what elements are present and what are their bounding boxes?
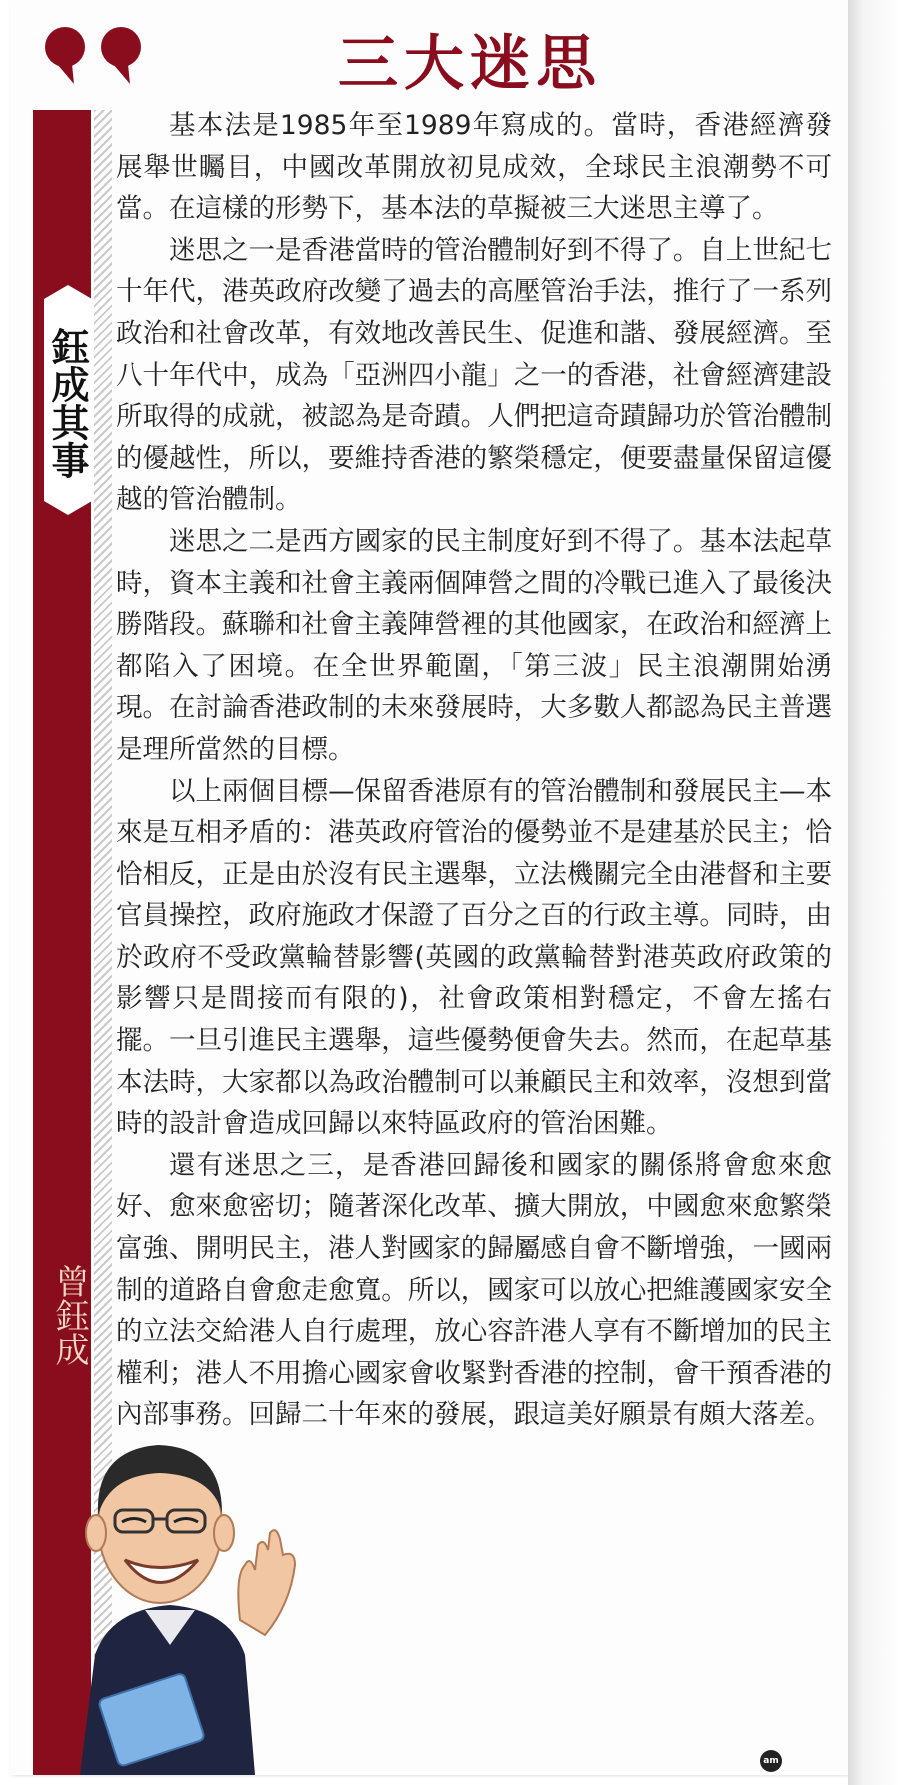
article-body: [116, 105, 832, 1436]
author-name: 曾鈺成: [49, 1264, 89, 1366]
quote-mark-icon: [42, 26, 88, 84]
article-paragraph: 還有迷思之三，是香港回歸後和國家的關係將會愈來愈好、愈來愈密切；隨著深化改革、擴大開放，中國愈來愈繁榮富強、開明民主，港人對國家的歸屬感自會不斷增強，一國兩制的道路自會愈走愈寬。所以，國家可以放心把維護國家安全的立法交給港人自行處理，放心容許港人享有不斷增加的民主權利；港人不用擔心國家會收緊對香港的控制，會干預香港的內部事務。回歸二十年來的發展，跟這美好願景有頗大落差。: [116, 1149, 832, 1431]
article-title: 三大迷思: [338, 29, 602, 99]
page-edge-shadow: [848, 0, 900, 1785]
article-paragraph: 以上兩個目標—保留香港原有的管治體制和發展民主—本來是互相矛盾的：港英政府管治的優勢並不是建基於民主；恰恰相反，正是由於沒有民主選舉，立法機關完全由港督和主要官員操控，政府施政才保證了百分之百的行政主導。同時，由於政府不受政黨輪替影響(英國的政黨輪替對港英政府政策的影響只是間接而有限的)，社會政策相對穩定，不會左搖右擺。一旦引進民主選舉，這些優勢便會失去。然而，在起草基本法時，大家都以為政治體制可以兼顧民主和效率，沒想到當時的設計會造成回歸以來特區政府的管治困難。: [116, 775, 832, 1140]
article-paragraph: 迷思之二是西方國家的民主制度好到不得了。基本法起草時，資本主義和社會主義兩個陣營之間的冷戰已進入了最後決勝階段。蘇聯和社會主義陣營裡的其他國家，在政治和經濟上都陷入了困境。在全世界範圍，「第三波」民主浪潮開始湧現。在討論香港政制的未來發展時，大多數人都認為民主普選是理所當然的目標。: [116, 525, 832, 765]
quote-mark-icon: [98, 26, 144, 84]
author-caricature: [40, 1405, 300, 1775]
article-paragraph: 基本法是1985年至1989年寫成的。當時，香港經濟發展舉世矚目，中國改革開放初見成效，全球民主浪潮勢不可當。在這樣的形勢下，基本法的草擬被三大迷思主導了。: [116, 110, 832, 225]
column-name: 鈺成其事: [45, 326, 89, 479]
article-paragraph: 迷思之一是香港當時的管治體制好到不得了。自上世紀七十年代，港英政府改變了過去的高壓管治手法，推行了一系列政治和社會改革，有效地改善民生、促進和諧、發展經濟。至八十年代中，成為「亞洲四小龍」之一的香港，社會經濟建設所取得的成就，被認為是奇蹟。人們把這奇蹟歸功於管治體制的優越性，所以，要維持香港的繁榮穩定，便要盡量保留這優越的管治體制。: [116, 234, 832, 516]
end-mark-icon: am: [760, 1750, 782, 1772]
